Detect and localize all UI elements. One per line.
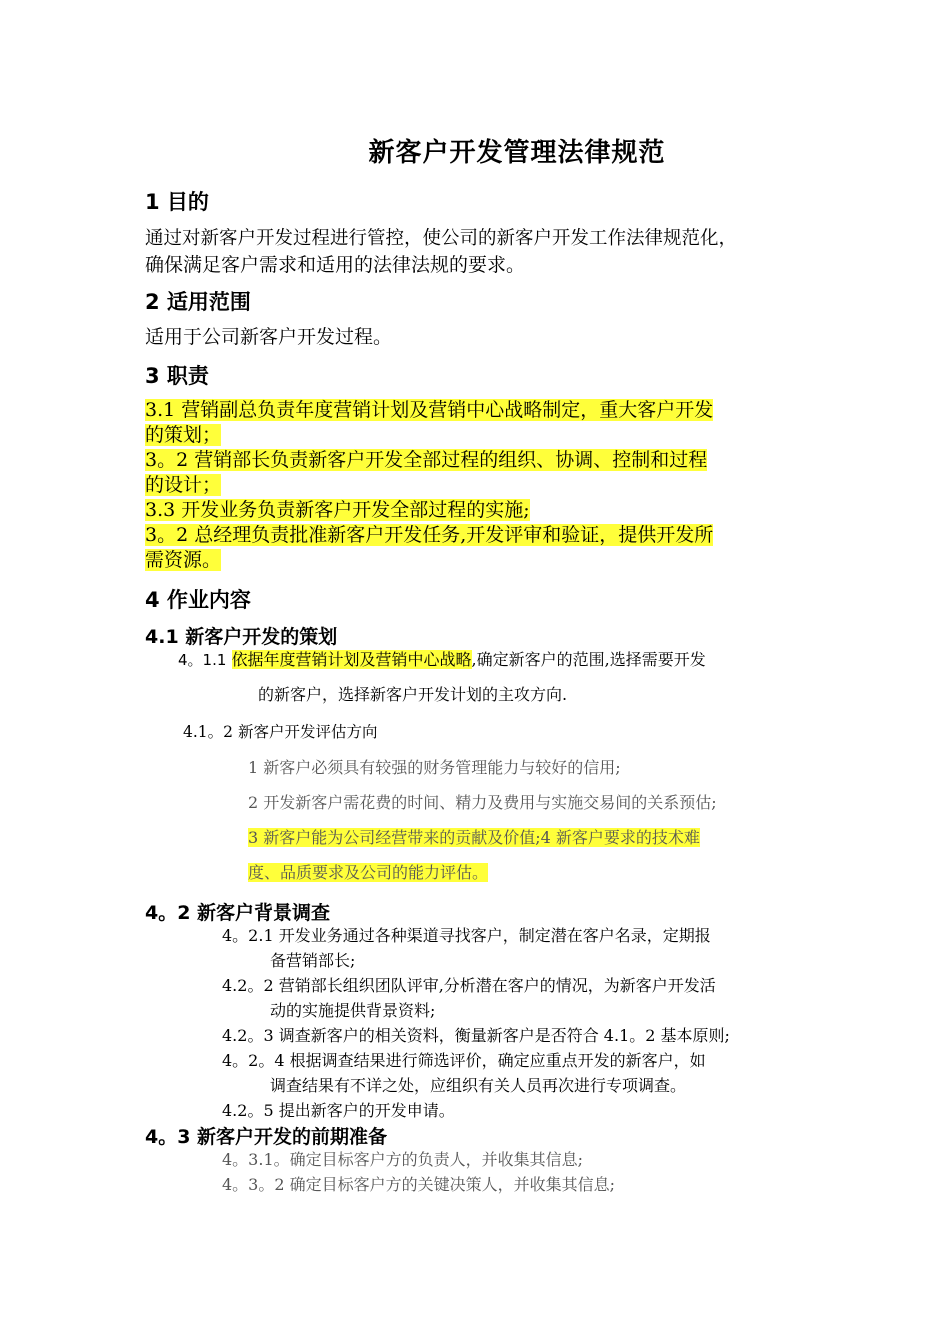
item-4-2-4-line-1: 4。2。4 根据调查结果进行筛选评价，确定应重点开发的新客户，如 xyxy=(222,1051,706,1070)
section-2-body: 适用于公司新客户开发过程。 xyxy=(145,326,393,348)
subsection-4-3-heading: 4。3 新客户开发的前期准备 xyxy=(145,1126,388,1148)
item-4-3-2: 4。3。2 确定目标客户方的关键决策人，并收集其信息; xyxy=(222,1175,616,1194)
section-3-heading: 3 职责 xyxy=(145,364,209,388)
item-4-2-5: 4.2。5 提出新客户的开发申请。 xyxy=(222,1101,455,1120)
item-4-1-1-line-2: 的新客户，选择新客户开发计划的主攻方向. xyxy=(258,685,568,704)
responsibility-4-line-2: 需资源。 xyxy=(145,549,222,571)
subsection-4-1-heading: 4.1 新客户开发的策划 xyxy=(145,626,338,648)
section-2-heading: 2 适用范围 xyxy=(145,290,251,314)
responsibility-4-line-1: 3。2 总经理负责批准新客户开发任务,开发评审和验证，提供开发所 xyxy=(145,524,714,546)
section-1-heading: 1 目的 xyxy=(145,190,209,214)
evaluation-item-1: 1 新客户必须具有较强的财务管理能力与较好的信用; xyxy=(248,758,621,777)
item-4-1-1-highlight: 依据年度营销计划及营销中心战略 xyxy=(231,650,472,669)
evaluation-item-3-line-2: 度、品质要求及公司的能力评估。 xyxy=(248,863,489,882)
responsibility-1-line-2: 的策划； xyxy=(145,424,222,446)
responsibility-2-line-2: 的设计； xyxy=(145,474,222,496)
document-title: 新客户开发管理法律规范 xyxy=(368,138,666,168)
evaluation-item-2: 2 开发新客户需花费的时间、精力及费用与实施交易间的关系预估; xyxy=(248,793,717,812)
item-4-2-3: 4.2。3 调查新客户的相关资料，衡量新客户是否符合 4.1。2 基本原则; xyxy=(222,1026,730,1045)
item-4-1-1-number: 4。1.1 xyxy=(178,651,227,669)
item-4-2-1-line-2: 备营销部长; xyxy=(270,951,356,970)
evaluation-item-3-line-1: 3 新客户能为公司经营带来的贡献及价值;4 新客户要求的技术难 xyxy=(248,828,700,847)
responsibility-1-line-1: 3.1 营销副总负责年度营销计划及营销中心战略制定，重大客户开发 xyxy=(145,399,714,421)
item-4-2-2-line-2: 动的实施提供背景资料; xyxy=(270,1001,436,1020)
section-4-heading: 4 作业内容 xyxy=(145,588,251,612)
item-4-2-2-line-1: 4.2。2 营销部长组织团队评审,分析潜在客户的情况，为新客户开发活 xyxy=(222,976,716,995)
section-1-body-line-2: 确保满足客户需求和适用的法律法规的要求。 xyxy=(145,254,526,276)
responsibility-2-line-1: 3。2 营销部长负责新客户开发全部过程的组织、协调、控制和过程 xyxy=(145,449,708,471)
item-4-1-1-rest: ,确定新客户的范围,选择需要开发 xyxy=(471,650,706,669)
subsection-4-2-heading: 4。2 新客户背景调查 xyxy=(145,902,331,924)
item-4-2-1-line-1: 4。2.1 开发业务通过各种渠道寻找客户，制定潜在客户名录，定期报 xyxy=(222,926,711,945)
item-4-3-1: 4。3.1。确定目标客户方的负责人，并收集其信息; xyxy=(222,1150,584,1169)
item-4-2-4-line-2: 调查结果有不详之处，应组织有关人员再次进行专项调查。 xyxy=(270,1076,687,1095)
responsibility-3: 3.3 开发业务负责新客户开发全部过程的实施; xyxy=(145,499,530,521)
section-1-body-line-1: 通过对新客户开发过程进行管控，使公司的新客户开发工作法律规范化， xyxy=(145,228,738,249)
item-4-1-2: 4.1。2 新客户开发评估方向 xyxy=(183,723,378,741)
